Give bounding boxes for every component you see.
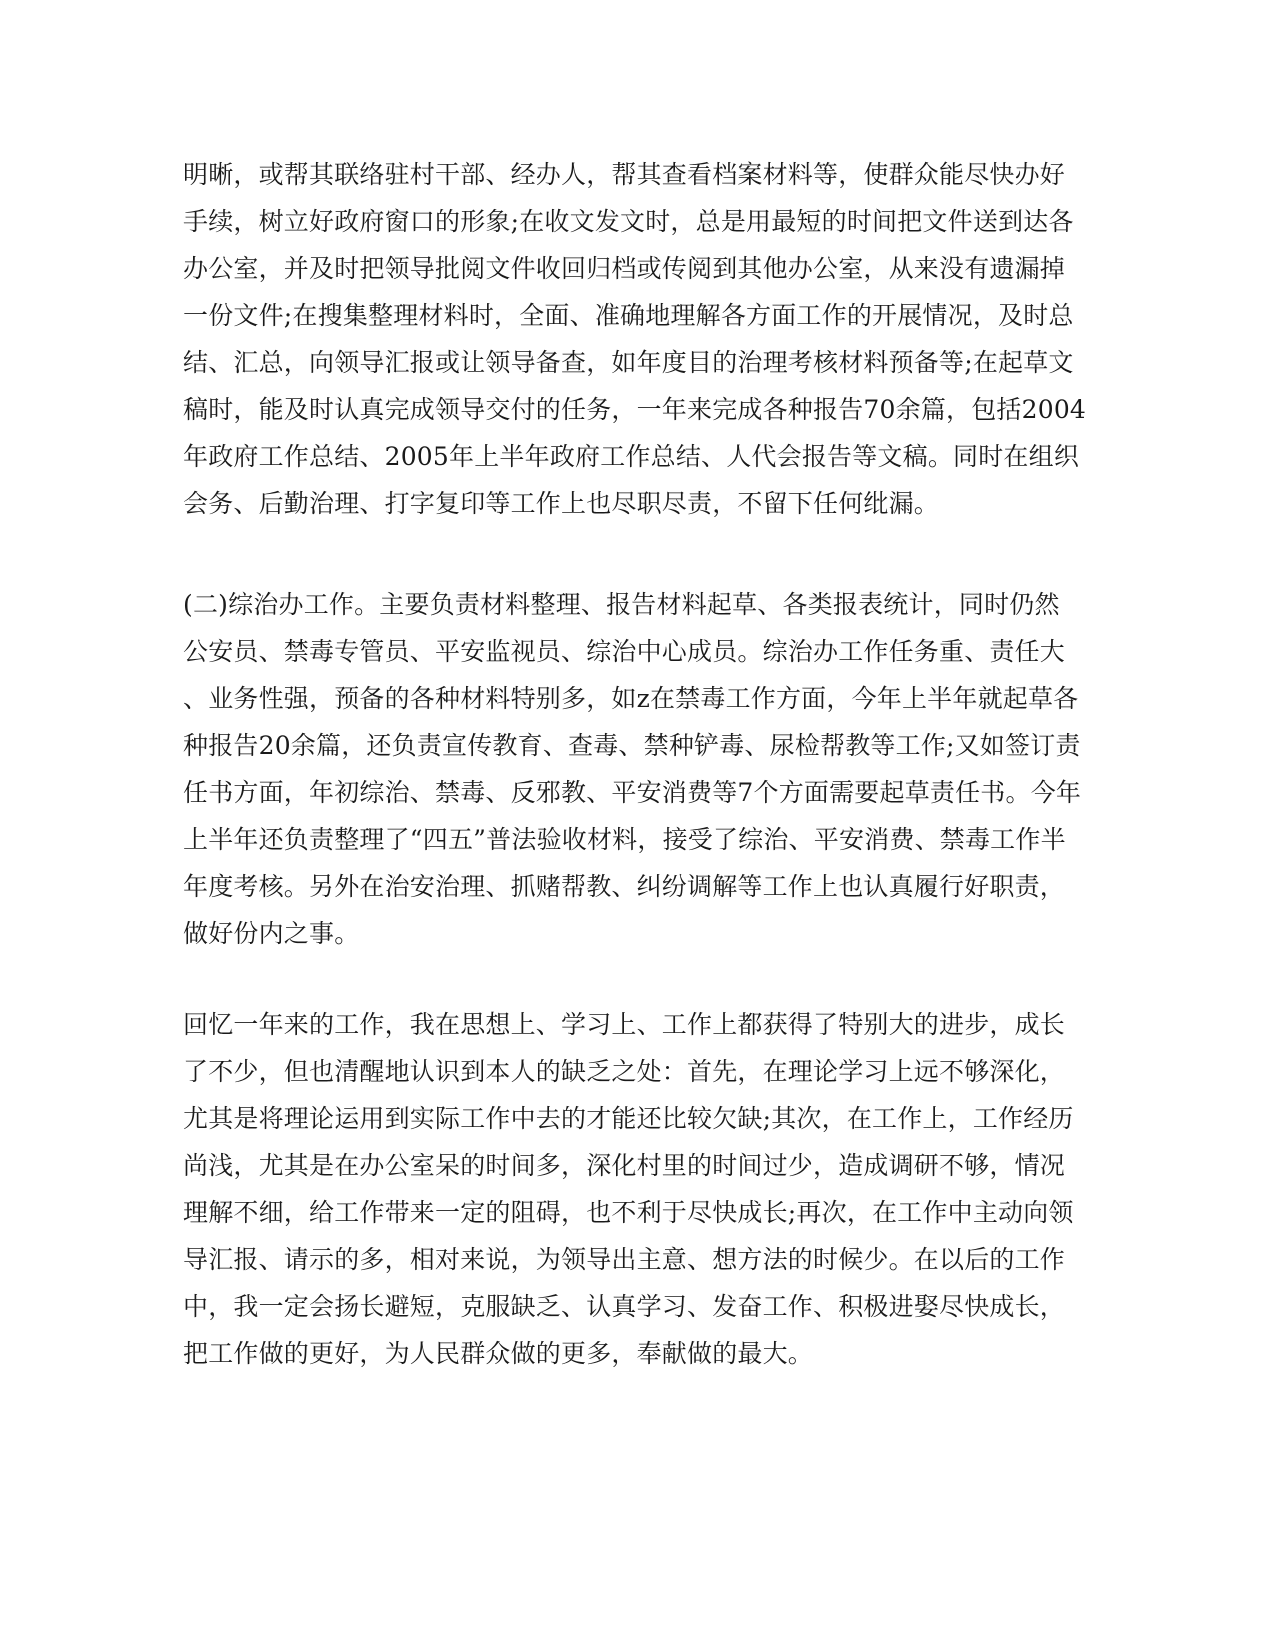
text-line: 上半年还负责整理了“四五”普法验收材料，接受了综治、平安消费、禁毒工作半 xyxy=(183,825,1066,854)
text-line: 一份文件;在搜集整理材料时，全面、准确地理解各方面工作的开展情况，及时总 xyxy=(183,301,1074,330)
text-line: 办公室，并及时把领导批阅文件收回归档或传阅到其他办公室，从来没有遗漏掉 xyxy=(183,254,1066,283)
text-line: 、业务性强，预备的各种材料特别多，如z在禁毒工作方面，今年上半年就起草各 xyxy=(183,684,1079,713)
text-line: 结、汇总，向领导汇报或让领导备查，如年度目的治理考核材料预备等;在起草文 xyxy=(183,348,1074,377)
text-line: 年政府工作总结、2005年上半年政府工作总结、人代会报告等文稿。同时在组织 xyxy=(183,442,1080,471)
text-line: 会务、后勤治理、打字复印等工作上也尽职尽责，不留下任何纰漏。 xyxy=(183,489,940,518)
text-line: 了不少，但也清醒地认识到本人的缺乏之处：首先，在理论学习上远不够深化， xyxy=(183,1057,1066,1086)
text-line: 尤其是将理论运用到实际工作中去的才能还比较欠缺;其次，在工作上，工作经历 xyxy=(183,1104,1074,1133)
text-line: 稿时，能及时认真完成领导交付的任务，一年来完成各种报告70余篇，包括2004 xyxy=(183,395,1087,424)
text-line: 导汇报、请示的多，相对来说，为领导出主意、想方法的时候少。在以后的工作 xyxy=(183,1245,1066,1274)
text-line: 明晰，或帮其联络驻村干部、经办人，帮其查看档案材料等，使群众能尽快办好 xyxy=(183,160,1066,189)
text-line: 做好份内之事。 xyxy=(183,919,360,948)
text-line: 回忆一年来的工作，我在思想上、学习上、工作上都获得了特别大的进步，成长 xyxy=(183,1010,1066,1039)
text-line: 任书方面，年初综治、禁毒、反邪教、平安消费等7个方面需要起草责任书。今年 xyxy=(183,778,1082,807)
text-line: 种报告20余篇，还负责宣传教育、查毒、禁种铲毒、尿检帮教等工作;又如签订责 xyxy=(183,731,1081,760)
text-line: 年度考核。另外在治安治理、抓赌帮教、纠纷调解等工作上也认真履行好职责， xyxy=(183,872,1066,901)
text-line: 把工作做的更好，为人民群众做的更多，奉献做的最大。 xyxy=(183,1339,814,1368)
text-line: 尚浅，尤其是在办公室呆的时间多，深化村里的时间过少，造成调研不够，情况 xyxy=(183,1151,1066,1180)
text-line: 理解不细，给工作带来一定的阻碍，也不利于尽快成长;再次，在工作中主动向领 xyxy=(183,1198,1074,1227)
text-line: 手续，树立好政府窗口的形象;在收文发文时，总是用最短的时间把文件送到达各 xyxy=(183,207,1074,236)
text-line: 中，我一定会扬长避短，克服缺乏、认真学习、发奋工作、积极进娶尽快成长， xyxy=(183,1292,1066,1321)
text-line: 公安员、禁毒专管员、平安监视员、综治中心成员。综治办工作任务重、责任大 xyxy=(183,637,1066,666)
text-line: (二)综治办工作。主要负责材料整理、报告材料起草、各类报表统计，同时仍然 xyxy=(183,590,1060,619)
